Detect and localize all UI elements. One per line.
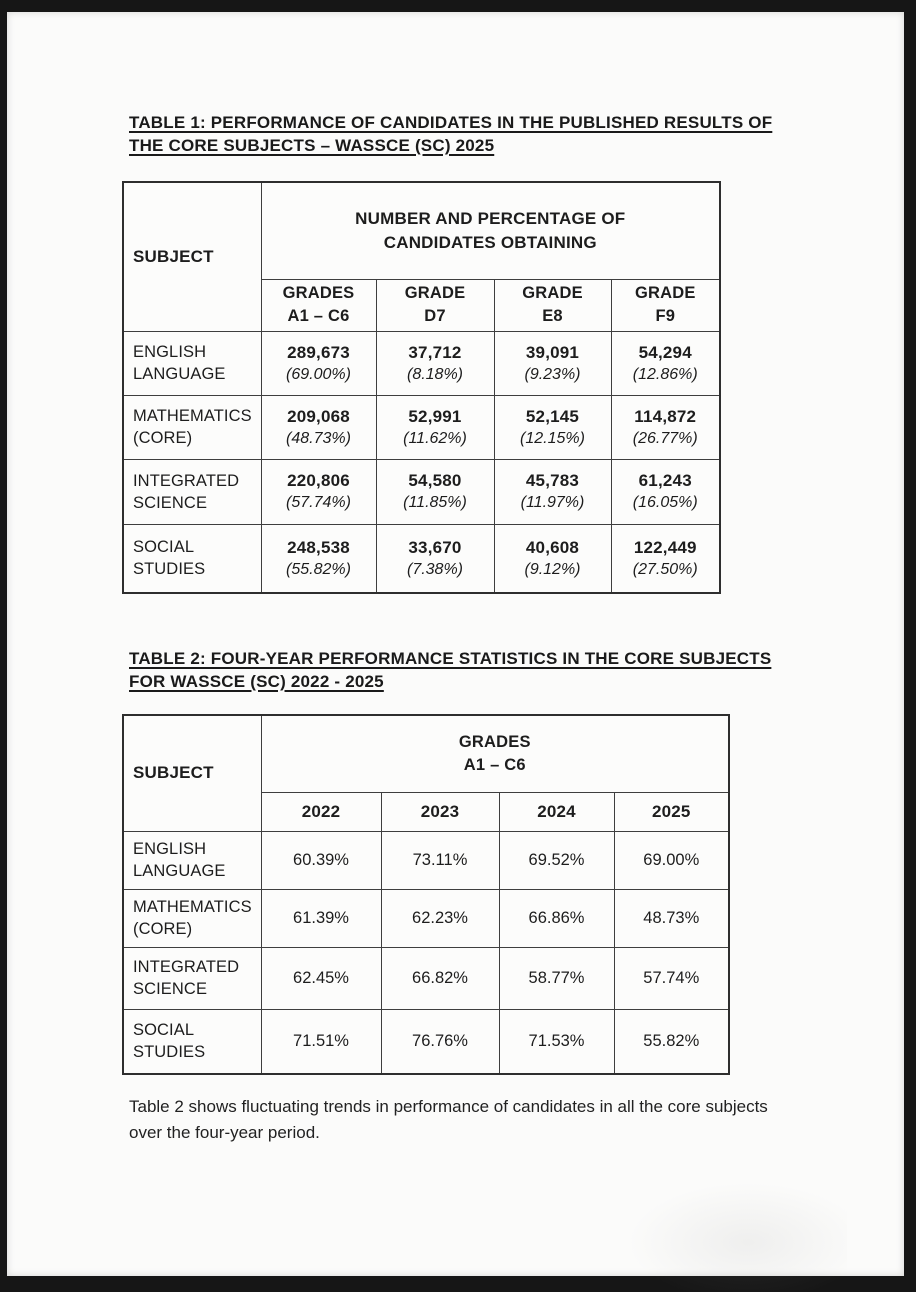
percent-value: (7.38%) [406, 560, 464, 578]
percent-cell: 61.39% [261, 889, 381, 947]
table1-col-header-line1: GRADE [404, 284, 466, 302]
data-cell [611, 459, 720, 524]
subject-line1: SOCIAL [133, 1021, 195, 1040]
count-value: 39,091 [525, 342, 580, 362]
data-cell [376, 459, 494, 524]
table2-year-header-2024: 2024 [499, 792, 614, 831]
data-cell [494, 395, 611, 459]
data-cell [261, 331, 376, 395]
percent-value: (27.50%) [632, 560, 698, 578]
percent-cell: 69.52% [499, 831, 614, 889]
table2-caption: Table 2 shows fluctuating trends in performance of candidates in all the core subjects over the four-year period. [129, 1097, 768, 1142]
subject-line1: MATHEMATICS [133, 898, 252, 916]
table2-title [129, 647, 809, 693]
document-page [7, 12, 904, 1276]
percent-value: (11.62%) [403, 429, 467, 447]
count-value: 54,580 [408, 471, 462, 490]
table2-row-social-studies [123, 1009, 729, 1074]
percent-cell: 66.86% [499, 889, 614, 947]
table2-year-header-2023: 2023 [381, 792, 499, 831]
count-value: 54,294 [638, 342, 692, 362]
percent-value: (9.12%) [524, 560, 581, 578]
table1 [122, 181, 721, 594]
data-cell [261, 395, 376, 459]
percent-cell: 71.53% [499, 1009, 614, 1074]
subject-cell [123, 524, 261, 593]
table1-col-header-e8 [494, 279, 611, 331]
count-value: 248,538 [287, 537, 350, 557]
count-value: 40,608 [525, 537, 580, 557]
table2 [122, 714, 730, 1075]
percent-cell: 73.11% [381, 831, 499, 889]
percent-cell: 57.74% [614, 947, 729, 1009]
table1-col-header-line1: GRADE [634, 284, 696, 302]
count-value: 45,783 [525, 471, 580, 490]
subject-line1: INTEGRATED [133, 958, 240, 976]
data-cell [494, 459, 611, 524]
data-cell [261, 459, 376, 524]
data-cell [376, 395, 494, 459]
table1-col-header-line2: A1 – C6 [287, 307, 350, 325]
percent-value: (48.73%) [286, 429, 351, 447]
table2-group-header-line1: GRADES [458, 732, 531, 751]
percent-value: (55.82%) [286, 560, 351, 578]
subject-line1: INTEGRATED [133, 471, 240, 490]
percent-value: (16.05%) [632, 494, 698, 511]
subject-line2: LANGUAGE [133, 862, 226, 880]
data-cell [376, 524, 494, 593]
table1-row-social-studies [123, 524, 720, 593]
percent-value: (69.00%) [286, 365, 351, 383]
percent-value: (11.97%) [520, 494, 585, 511]
percent-value: (11.85%) [403, 494, 467, 511]
subject-line2: STUDIES [133, 1043, 206, 1062]
table2-year-header-2025: 2025 [614, 792, 729, 831]
table1-col-header-line2: F9 [655, 307, 676, 325]
count-value: 289,673 [287, 342, 350, 362]
subject-line2: (CORE) [133, 920, 193, 938]
percent-cell: 55.82% [614, 1009, 729, 1074]
percent-cell: 48.73% [614, 889, 729, 947]
table2-row-integrated-science [123, 947, 729, 1009]
table1-col-header-a1c6 [261, 279, 376, 331]
table2-year-header-2022: 2022 [261, 792, 381, 831]
subject-cell [123, 947, 261, 1009]
percent-value: (57.74%) [286, 494, 351, 511]
table2-group-header-line2: A1 – C6 [463, 755, 526, 774]
subject-line1: ENGLISH [133, 343, 207, 361]
table1-row-mathematics-core [123, 395, 720, 459]
subject-cell [123, 1009, 261, 1074]
table2-row-english-language [123, 831, 729, 889]
table2-title-line2: FOR WASSCE (SC) 2022 - 2025 [129, 672, 384, 691]
subject-cell [123, 395, 261, 459]
count-value: 52,145 [525, 406, 580, 426]
subject-cell [123, 331, 261, 395]
table1-title-line2: THE CORE SUBJECTS – WASSCE (SC) 2025 [129, 136, 495, 155]
table1-col-header-line1: GRADE [522, 284, 583, 302]
count-value: 122,449 [633, 537, 697, 557]
table1-col-header-line1: GRADES [282, 284, 355, 302]
count-value: 61,243 [638, 471, 692, 490]
table2-title-line1: TABLE 2: FOUR-YEAR PERFORMANCE STATISTICS IN THE CORE SUBJECTS [129, 649, 772, 668]
subject-line2: STUDIES [133, 560, 206, 579]
data-cell [261, 524, 376, 593]
subject-cell [123, 459, 261, 524]
percent-cell: 76.76% [381, 1009, 499, 1074]
table1-col-header-d7 [376, 279, 494, 331]
percent-cell: 66.82% [381, 947, 499, 1009]
percent-cell: 62.23% [381, 889, 499, 947]
table1-title-line1: TABLE 1: PERFORMANCE OF CANDIDATES IN THE PUBLISHED RESULTS OF [129, 113, 773, 132]
table1-col-header-f9 [611, 279, 720, 331]
data-cell [611, 331, 720, 395]
percent-cell: 71.51% [261, 1009, 381, 1074]
data-cell [611, 524, 720, 593]
count-value: 114,872 [634, 406, 697, 426]
table1-col-header-line2: E8 [542, 307, 563, 325]
subject-line2: (CORE) [133, 429, 193, 447]
percent-value: (12.15%) [520, 429, 585, 447]
count-value: 52,991 [408, 406, 462, 426]
subject-cell [123, 831, 261, 889]
data-cell [494, 331, 611, 395]
data-cell [611, 395, 720, 459]
data-cell [494, 524, 611, 593]
subject-line2: SCIENCE [133, 980, 208, 998]
percent-cell: 62.45% [261, 947, 381, 1009]
table1-col-header-line2: D7 [424, 307, 446, 325]
subject-line1: MATHEMATICS [133, 407, 252, 425]
table2-row-mathematics-core [123, 889, 729, 947]
subject-line1: SOCIAL [133, 538, 195, 557]
percent-value: (26.77%) [632, 429, 698, 447]
subject-line1: ENGLISH [133, 840, 207, 858]
percent-cell: 58.77% [499, 947, 614, 1009]
scan-smudge [627, 1182, 847, 1292]
table1-row-english-language [123, 331, 720, 395]
data-cell [376, 331, 494, 395]
subject-line2: SCIENCE [133, 493, 208, 512]
count-value: 209,068 [287, 406, 350, 426]
count-value: 37,712 [408, 342, 462, 362]
percent-cell: 60.39% [261, 831, 381, 889]
table1-group-header: NUMBER AND PERCENTAGE OF CANDIDATES OBTAINING [261, 182, 720, 279]
count-value: 33,670 [408, 537, 462, 557]
percent-value: (9.23%) [524, 365, 581, 383]
table2-subject-header: SUBJECT [123, 715, 261, 831]
percent-cell: 69.00% [614, 831, 729, 889]
table2-group-header [261, 715, 729, 792]
table1-row-integrated-science [123, 459, 720, 524]
percent-value: (8.18%) [406, 365, 464, 383]
percent-value: (12.86%) [632, 365, 698, 383]
table1-subject-header: SUBJECT [123, 182, 261, 331]
subject-line2: LANGUAGE [133, 365, 226, 383]
subject-cell [123, 889, 261, 947]
table1-title [129, 111, 809, 157]
count-value: 220,806 [287, 471, 350, 490]
